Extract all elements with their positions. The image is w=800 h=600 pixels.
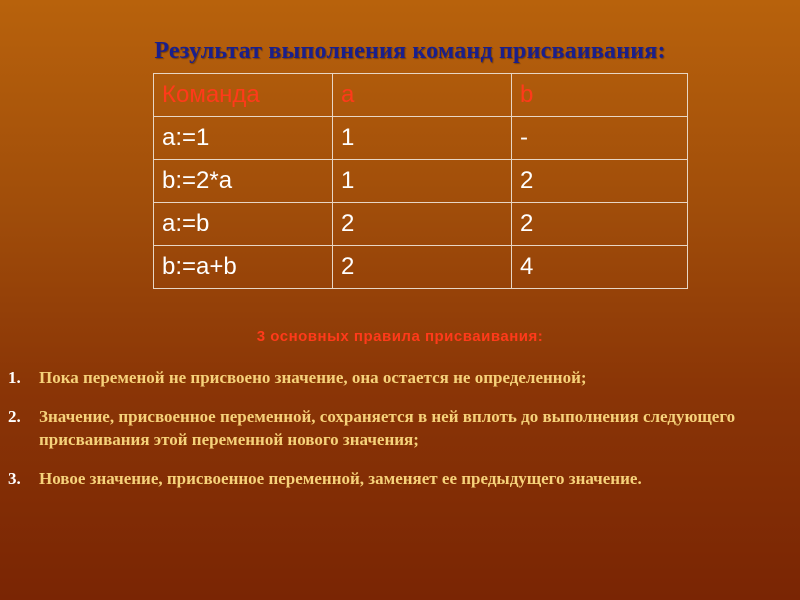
cell-b: 2	[512, 203, 688, 246]
cell-b: -	[512, 117, 688, 160]
rule-item	[8, 405, 778, 451]
rules-list	[8, 366, 778, 506]
table-header-row	[154, 74, 688, 117]
rule-number: 1.	[8, 368, 21, 387]
rule-text: Новое значение, присвоенное переменной, заменяет ее предыдущего значение.	[39, 469, 642, 488]
rule-text: Значение, присвоенное переменной, сохраняется в ней вплоть до выполнения следующего присваивания этой переменной нового значения;	[39, 407, 736, 449]
rule-number: 2.	[8, 407, 21, 426]
cell-a: 1	[333, 117, 512, 160]
cell-a: 1	[333, 160, 512, 203]
rule-text: Пока переменой не присвоено значение, она остается не определенной;	[39, 368, 587, 387]
cell-b: 2	[512, 160, 688, 203]
rules-heading: 3 основных правила присваивания:	[256, 328, 544, 345]
table-row	[154, 160, 688, 203]
rule-item	[8, 366, 778, 389]
table-row	[154, 246, 688, 289]
cell-command: a:=1	[154, 117, 333, 160]
slide-title: Результат выполнения команд присваивания:	[154, 38, 666, 64]
assignment-table	[153, 73, 688, 289]
cell-command: a:=b	[154, 203, 333, 246]
cell-command: b:=2*a	[154, 160, 333, 203]
cell-a: 2	[333, 246, 512, 289]
rule-item	[8, 467, 778, 490]
cell-a: 2	[333, 203, 512, 246]
cell-command: b:=a+b	[154, 246, 333, 289]
header-command: Команда	[154, 74, 333, 117]
table-row	[154, 203, 688, 246]
header-a: a	[333, 74, 512, 117]
header-b: b	[512, 74, 688, 117]
rule-number: 3.	[8, 469, 21, 488]
table-row	[154, 117, 688, 160]
cell-b: 4	[512, 246, 688, 289]
